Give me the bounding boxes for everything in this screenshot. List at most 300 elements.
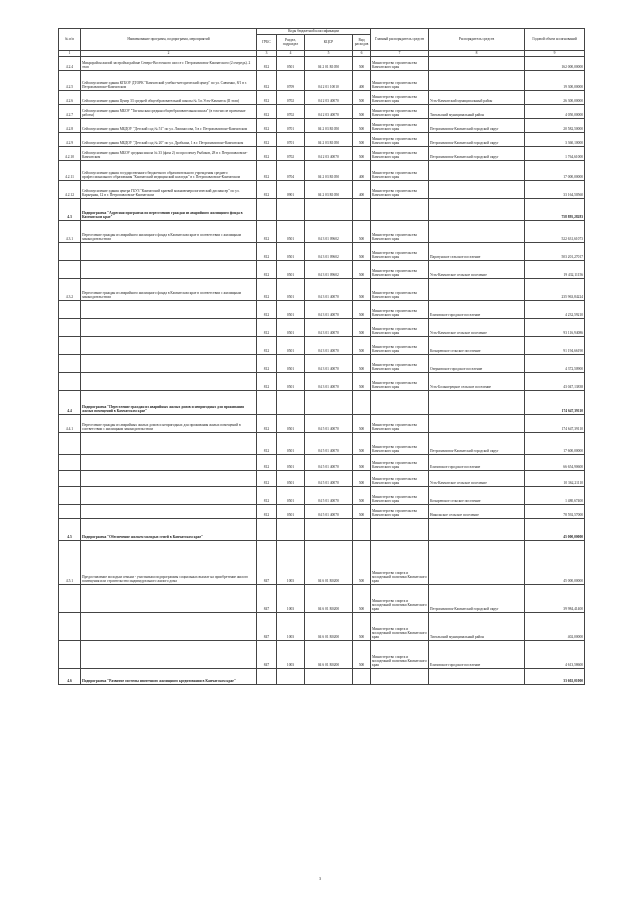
row-total: 162 000,00000 — [525, 56, 585, 70]
row-name — [81, 486, 257, 504]
row-kcsr: 04 2 01 R1050 — [305, 56, 353, 70]
row-grbs: 812 — [257, 486, 277, 504]
row-razdel: 1003 — [277, 640, 305, 668]
row-grbs: 812 — [257, 70, 277, 90]
row-grbs: 812 — [257, 146, 277, 160]
row-number: 4.2.6 — [59, 90, 81, 104]
row-name: Сейсмоусиление здания МБДОУ "Детский сад № 20" по ул. Дробыша, 1 в г. Петропавловске-Камчатском — [81, 132, 257, 146]
row-kcsr — [305, 668, 353, 684]
row-total: 19 432,11156 — [525, 260, 585, 278]
row-vid: 500 — [353, 260, 371, 278]
row-name — [81, 354, 257, 372]
row-kcsr: 04 2 03 40070 — [305, 104, 353, 118]
index-cell: 9 — [525, 50, 585, 56]
row-recipient — [429, 414, 525, 432]
col-admin-header: Главный распорядитель средств — [371, 29, 429, 51]
row-grbs — [257, 390, 277, 414]
row-vid: 500 — [353, 584, 371, 612]
col-razdel-header: Раздел, подраздел — [277, 34, 305, 50]
row-vid — [353, 390, 371, 414]
subprogram-row — [59, 390, 585, 414]
row-vid: 500 — [353, 336, 371, 354]
row-name: Переселение граждан из аварийного жилищного фонда в Камчатском крае в соответствии с жилищным законодательством — [81, 220, 257, 242]
row-total: 174 647,39110 — [525, 390, 585, 414]
row-vid — [353, 668, 371, 684]
row-razdel: 0501 — [277, 220, 305, 242]
table-row — [59, 56, 585, 70]
row-kcsr: 04 5 01 40070 — [305, 454, 353, 470]
table-body — [59, 56, 585, 684]
row-admin: Министерство строительства Камчатского края — [371, 486, 429, 504]
row-grbs: 812 — [257, 354, 277, 372]
row-number — [59, 584, 81, 612]
row-total: 26 300,00000 — [525, 90, 585, 104]
row-name — [81, 584, 257, 612]
row-razdel: 0501 — [277, 260, 305, 278]
row-grbs: 812 — [257, 318, 277, 336]
index-cell: 2 — [81, 50, 257, 56]
row-admin — [371, 668, 429, 684]
table-row — [59, 540, 585, 584]
row-grbs: 812 — [257, 90, 277, 104]
row-admin — [371, 390, 429, 414]
row-grbs — [257, 518, 277, 540]
row-recipient: Усть-Камчатское сельское поселение — [429, 260, 525, 278]
row-kcsr — [305, 518, 353, 540]
row-vid: 500 — [353, 486, 371, 504]
row-razdel: 0501 — [277, 242, 305, 260]
table-row — [59, 414, 585, 432]
row-grbs: 812 — [257, 454, 277, 470]
row-recipient: Никольское сельское поселение — [429, 504, 525, 518]
row-number — [59, 336, 81, 354]
row-vid: 500 — [353, 372, 371, 390]
table-row — [59, 486, 585, 504]
row-razdel: 0702 — [277, 90, 305, 104]
row-grbs: 812 — [257, 414, 277, 432]
row-grbs: 812 — [257, 56, 277, 70]
table-row — [59, 70, 585, 90]
row-total: 3 360,10000 — [525, 132, 585, 146]
row-name — [81, 432, 257, 454]
header-row-top — [59, 29, 585, 35]
row-name: Предоставление молодым семьям - участникам подпрограммы социальных выплат на приобретение жилого помещения или строительство индивидуального жилого дома — [81, 540, 257, 584]
row-number: 4.4 — [59, 390, 81, 414]
row-grbs: 847 — [257, 584, 277, 612]
row-grbs: 812 — [257, 104, 277, 118]
row-number: 4.5 — [59, 518, 81, 540]
row-admin: Министерство строительства Камчатского края — [371, 56, 429, 70]
row-kcsr: 04 3 01 40070 — [305, 336, 353, 354]
row-number: 4.6 — [59, 668, 81, 684]
table-row — [59, 278, 585, 300]
row-admin: Министерство строительства Камчатского края — [371, 70, 429, 90]
index-cell: 7 — [371, 50, 429, 56]
row-admin: Министерство строительства Камчатского края — [371, 180, 429, 198]
row-total: 33 602,01000 — [525, 668, 585, 684]
row-admin — [371, 518, 429, 540]
row-grbs: 812 — [257, 336, 277, 354]
row-total: 17 600,00000 — [525, 432, 585, 454]
row-recipient: Петропавловск-Камчатский городской округ — [429, 584, 525, 612]
row-kcsr: 04 5 01 40070 — [305, 504, 353, 518]
row-recipient — [429, 390, 525, 414]
row-recipient — [429, 540, 525, 584]
row-vid — [353, 518, 371, 540]
row-kcsr: 04 2 03 40070 — [305, 90, 353, 104]
row-grbs: 812 — [257, 432, 277, 454]
row-recipient — [429, 70, 525, 90]
row-recipient: Усть-Камчатский муниципальный район — [429, 90, 525, 104]
row-total: 522 631,61073 — [525, 220, 585, 242]
row-name: Сейсмоусиление здания государственного бюджетного образовательного учреждения среднего профессионального образования "Камчатский медицинский колледж" в г. Петропавловске-Камчатском — [81, 160, 257, 180]
row-vid: 400 — [353, 180, 371, 198]
row-recipient: Петропавловск-Камчатский городской округ — [429, 432, 525, 454]
row-kcsr: 04 6 01 R0200 — [305, 612, 353, 640]
row-razdel: 0501 — [277, 504, 305, 518]
row-kcsr: 04 2 03 40070 — [305, 146, 353, 160]
col-grbs-header: ГРБС — [257, 34, 277, 50]
row-total: 19 300,00000 — [525, 70, 585, 90]
row-razdel: 0702 — [277, 146, 305, 160]
row-kcsr — [305, 390, 353, 414]
row-razdel: 0501 — [277, 486, 305, 504]
row-razdel: 1003 — [277, 612, 305, 640]
row-recipient — [429, 518, 525, 540]
row-total: 4 232,59210 — [525, 300, 585, 318]
table-row — [59, 260, 585, 278]
table-row — [59, 454, 585, 470]
row-number — [59, 612, 81, 640]
row-vid: 500 — [353, 612, 371, 640]
table-row — [59, 318, 585, 336]
row-vid: 500 — [353, 504, 371, 518]
table-row — [59, 354, 585, 372]
row-vid: 500 — [353, 278, 371, 300]
table-row — [59, 336, 585, 354]
row-razdel: 0501 — [277, 454, 305, 470]
row-number: 4.2.11 — [59, 160, 81, 180]
row-total: 758 895,28283 — [525, 198, 585, 220]
row-admin: Министерство строительства Камчатского края — [371, 470, 429, 486]
row-vid: 500 — [353, 146, 371, 160]
row-total: 91 194,66190 — [525, 336, 585, 354]
row-name — [81, 260, 257, 278]
row-grbs: 812 — [257, 160, 277, 180]
subprogram-row — [59, 198, 585, 220]
row-razdel — [277, 668, 305, 684]
row-name: Сейсмоусиление здания МБОУ средняя школа № 33 (фаза 2) по проспекту Рыбаков, 28 в г. Петропавловске-Камчатском — [81, 146, 257, 160]
table-row — [59, 160, 585, 180]
row-kcsr: 04 3 01 09602 — [305, 220, 353, 242]
row-kcsr: 04 3 01 09602 — [305, 260, 353, 278]
index-cell: 6 — [353, 50, 371, 56]
index-cell: 3 — [257, 50, 277, 56]
row-razdel: 0501 — [277, 414, 305, 432]
row-grbs: 812 — [257, 300, 277, 318]
row-name: Сейсмоусиление здания Центр 33 средней общеобразовательной школы № 3 п.Усть-Камчатск (II этап) — [81, 90, 257, 104]
row-razdel: 0701 — [277, 132, 305, 146]
page-number: 3 — [319, 876, 321, 881]
row-admin: Министерство строительства Камчатского края — [371, 220, 429, 242]
row-number — [59, 372, 81, 390]
index-cell: 5 — [305, 50, 353, 56]
row-recipient — [429, 278, 525, 300]
row-name: Сейсмоусиление здания МБДОУ "Детский сад № 51" по ул. Ломоносова, 5 в г. Петропавловске-Камчатском — [81, 118, 257, 132]
row-total: 20 582,50000 — [525, 118, 585, 132]
row-name: Подпрограмма "Развитие системы ипотечного жилищного кредитования в Камчатском крае" — [81, 668, 257, 684]
row-vid: 500 — [353, 132, 371, 146]
row-kcsr: 04 6 01 R0200 — [305, 584, 353, 612]
table-row — [59, 612, 585, 640]
row-name: Сейсмоусиление здания центра ГБУЗ "Камчатский краевой кожновенерологический диспансер" по ул. Карьерная, 12 в г. Петропавловске-Камчатском — [81, 180, 257, 198]
row-razdel: 0901 — [277, 180, 305, 198]
row-kcsr: 04 3 01 40070 — [305, 318, 353, 336]
row-grbs: 847 — [257, 612, 277, 640]
table-row — [59, 640, 585, 668]
row-name: Подпрограмма "Обеспечение жильем молодых семей в Камчатском крае" — [81, 518, 257, 540]
row-total: 45 000,00000 — [525, 540, 585, 584]
row-grbs: 812 — [257, 242, 277, 260]
row-grbs: 847 — [257, 540, 277, 584]
row-kcsr: 04 3 01 40070 — [305, 372, 353, 390]
row-vid: 500 — [353, 432, 371, 454]
row-kcsr: 04 2 03 R1050 — [305, 132, 353, 146]
row-razdel — [277, 518, 305, 540]
row-admin: Министерство строительства Камчатского края — [371, 432, 429, 454]
row-total: 33 164,50560 — [525, 180, 585, 198]
row-recipient — [429, 198, 525, 220]
row-admin: Министерство спорта и молодежной политики Камчатского края — [371, 640, 429, 668]
row-kcsr: 04 2 03 R1050 — [305, 118, 353, 132]
row-recipient: Тигильский муниципальный район — [429, 104, 525, 118]
row-vid: 400 — [353, 160, 371, 180]
row-admin — [371, 198, 429, 220]
row-admin: Министерство строительства Камчатского края — [371, 318, 429, 336]
row-vid — [353, 198, 371, 220]
row-number — [59, 432, 81, 454]
row-razdel: 0501 — [277, 56, 305, 70]
row-kcsr: 04 5 01 40070 — [305, 470, 353, 486]
row-kcsr: 04 6 01 R0200 — [305, 640, 353, 668]
table-row — [59, 104, 585, 118]
row-grbs: 812 — [257, 504, 277, 518]
row-number — [59, 260, 81, 278]
row-admin: Министерство строительства Камчатского края — [371, 372, 429, 390]
table-row — [59, 118, 585, 132]
row-total: 1 764,61000 — [525, 146, 585, 160]
row-name: Сейсмоусиление здания МБОУ "Тигильская средняя общеобразовательная школа" (в том числе проектные работы) — [81, 104, 257, 118]
row-recipient: Петропавловск-Камчатский городской округ — [429, 118, 525, 132]
row-admin: Министерство строительства Камчатского края — [371, 454, 429, 470]
row-razdel — [277, 198, 305, 220]
row-admin: Министерство спорта и молодежной политики Камчатского края — [371, 612, 429, 640]
row-vid: 500 — [353, 220, 371, 242]
row-kcsr: 04 5 01 40070 — [305, 414, 353, 432]
row-vid: 500 — [353, 318, 371, 336]
row-grbs: 812 — [257, 372, 277, 390]
row-number: 4.3.1 — [59, 220, 81, 242]
subprogram-row — [59, 518, 585, 540]
row-total: 66 654,90600 — [525, 454, 585, 470]
row-razdel: 0501 — [277, 300, 305, 318]
row-admin: Министерство строительства Камчатского края — [371, 104, 429, 118]
row-number — [59, 454, 81, 470]
row-razdel: 1003 — [277, 540, 305, 584]
row-recipient: Тигильский муниципальный район — [429, 612, 525, 640]
row-total: 43 047,13838 — [525, 372, 585, 390]
row-vid: 500 — [353, 90, 371, 104]
row-name: Сейсмоусиление здания КГБОУ ДТОРК "Камчатский учебно-методический центр" по ул. Савченко, 8/1 в г. Петропавловске-Камчатском — [81, 70, 257, 90]
row-number: 4.2.5 — [59, 70, 81, 90]
row-recipient — [429, 56, 525, 70]
row-total: 45 000,00000 — [525, 518, 585, 540]
row-kcsr: 04 2 03 R1050 — [305, 180, 353, 198]
row-number: 4.2.10 — [59, 146, 81, 160]
row-vid: 500 — [353, 414, 371, 432]
row-grbs: 847 — [257, 640, 277, 668]
row-admin: Министерство строительства Камчатского края — [371, 504, 429, 518]
row-vid: 500 — [353, 540, 371, 584]
row-recipient: Усть-Большерецкое сельское поселение — [429, 372, 525, 390]
row-grbs: 812 — [257, 180, 277, 198]
row-kcsr: 04 2 01 10010 — [305, 70, 353, 90]
row-total: 4 613,58600 — [525, 640, 585, 668]
table-row — [59, 146, 585, 160]
table-row — [59, 584, 585, 612]
row-kcsr: 04 5 01 40070 — [305, 486, 353, 504]
row-kcsr: 04 5 01 40070 — [305, 432, 353, 454]
row-total: 78 592,57000 — [525, 504, 585, 518]
row-recipient — [429, 160, 525, 180]
row-recipient: Козыревское сельское поселение — [429, 486, 525, 504]
row-grbs: 812 — [257, 132, 277, 146]
row-name — [81, 454, 257, 470]
row-recipient: Петропавловск-Камчатский городской округ — [429, 146, 525, 160]
row-admin: Министерство строительства Камчатского края — [371, 278, 429, 300]
col-recipient-header: Распорядитель средств — [429, 29, 525, 51]
row-kcsr: 04 3 01 40070 — [305, 300, 353, 318]
row-recipient: Озерновское городское поселение — [429, 354, 525, 372]
row-number: 4.2.12 — [59, 180, 81, 198]
row-admin: Министерство строительства Камчатского края — [371, 132, 429, 146]
row-razdel: 0501 — [277, 470, 305, 486]
row-grbs: 812 — [257, 260, 277, 278]
row-razdel: 0501 — [277, 372, 305, 390]
row-razdel: 0501 — [277, 432, 305, 454]
row-grbs: 812 — [257, 220, 277, 242]
row-admin: Министерство строительства Камчатского края — [371, 336, 429, 354]
row-kcsr: 04 3 01 40070 — [305, 278, 353, 300]
row-name — [81, 470, 257, 486]
row-recipient — [429, 180, 525, 198]
row-number — [59, 640, 81, 668]
row-total: 1 480,67400 — [525, 486, 585, 504]
budget-table — [58, 28, 585, 685]
row-grbs — [257, 198, 277, 220]
row-name: Переселение граждан из аварийных жилых домов и непригодных для проживания жилых помещений в соответствии с жилищным законодательством — [81, 414, 257, 432]
row-name — [81, 372, 257, 390]
row-name — [81, 318, 257, 336]
row-number — [59, 318, 81, 336]
row-grbs: 812 — [257, 118, 277, 132]
row-vid: 500 — [353, 118, 371, 132]
row-kcsr: 04 3 01 40070 — [305, 354, 353, 372]
row-recipient: Козыревское сельское поселение — [429, 336, 525, 354]
row-total: 4 372,50900 — [525, 354, 585, 372]
col-name-header: Наименование программ, подпрограмм, мероприятий — [81, 29, 257, 51]
col-num-header: № п/п — [59, 29, 81, 51]
row-grbs: 812 — [257, 278, 277, 300]
budget-document — [58, 28, 584, 685]
row-razdel: 1003 — [277, 584, 305, 612]
row-name — [81, 336, 257, 354]
row-vid: 500 — [353, 104, 371, 118]
row-total: 402,00000 — [525, 612, 585, 640]
row-razdel: 0501 — [277, 318, 305, 336]
table-row — [59, 432, 585, 454]
row-vid: 500 — [353, 56, 371, 70]
table-row — [59, 504, 585, 518]
row-number — [59, 354, 81, 372]
row-razdel: 0704 — [277, 160, 305, 180]
row-admin: Министерство строительства Камчатского края — [371, 160, 429, 180]
table-row — [59, 220, 585, 242]
row-total: 39 984,41400 — [525, 584, 585, 612]
row-vid: 500 — [353, 242, 371, 260]
table-row — [59, 132, 585, 146]
row-number: 4.2.4 — [59, 56, 81, 70]
row-razdel: 0501 — [277, 354, 305, 372]
row-number — [59, 242, 81, 260]
subprogram-row — [59, 668, 585, 684]
row-total: 235 963,84224 — [525, 278, 585, 300]
row-admin: Министерство строительства Камчатского края — [371, 242, 429, 260]
row-number: 4.2.8 — [59, 118, 81, 132]
row-total: 174 647,39110 — [525, 414, 585, 432]
row-total: 4 050,00000 — [525, 104, 585, 118]
row-number — [59, 470, 81, 486]
row-razdel: 0709 — [277, 70, 305, 90]
row-name — [81, 640, 257, 668]
row-razdel: 0501 — [277, 336, 305, 354]
row-vid: 500 — [353, 300, 371, 318]
row-number: 4.3.2 — [59, 278, 81, 300]
table-row — [59, 372, 585, 390]
table-row — [59, 300, 585, 318]
row-name — [81, 612, 257, 640]
row-total: 17 000,00000 — [525, 160, 585, 180]
row-recipient — [429, 668, 525, 684]
row-name: Переселение граждан из аварийного жилищного фонда в Камчатском крае в соответствии с жилищным законодательством — [81, 278, 257, 300]
table-row — [59, 242, 585, 260]
row-total: 10 362,21110 — [525, 470, 585, 486]
row-number: 4.5.1 — [59, 540, 81, 584]
row-name — [81, 504, 257, 518]
row-number: 4.4.1 — [59, 414, 81, 432]
row-recipient: Усть-Камчатское сельское поселение — [429, 318, 525, 336]
index-cell: 1 — [59, 50, 81, 56]
row-admin: Министерство строительства Камчатского края — [371, 414, 429, 432]
col-codes-header: Коды бюджетной классификации — [257, 29, 371, 35]
row-grbs — [257, 668, 277, 684]
col-vid-header: Вид расходов — [353, 34, 371, 50]
row-name: Подпрограмма "Переселение граждан из аварийных жилых домов и непригодных для проживания жилых помещений в Камчатском крае" — [81, 390, 257, 414]
row-admin: Министерство строительства Камчатского края — [371, 354, 429, 372]
row-grbs: 812 — [257, 470, 277, 486]
row-recipient: Паратунское сельское поселение — [429, 242, 525, 260]
row-vid: 400 — [353, 70, 371, 90]
